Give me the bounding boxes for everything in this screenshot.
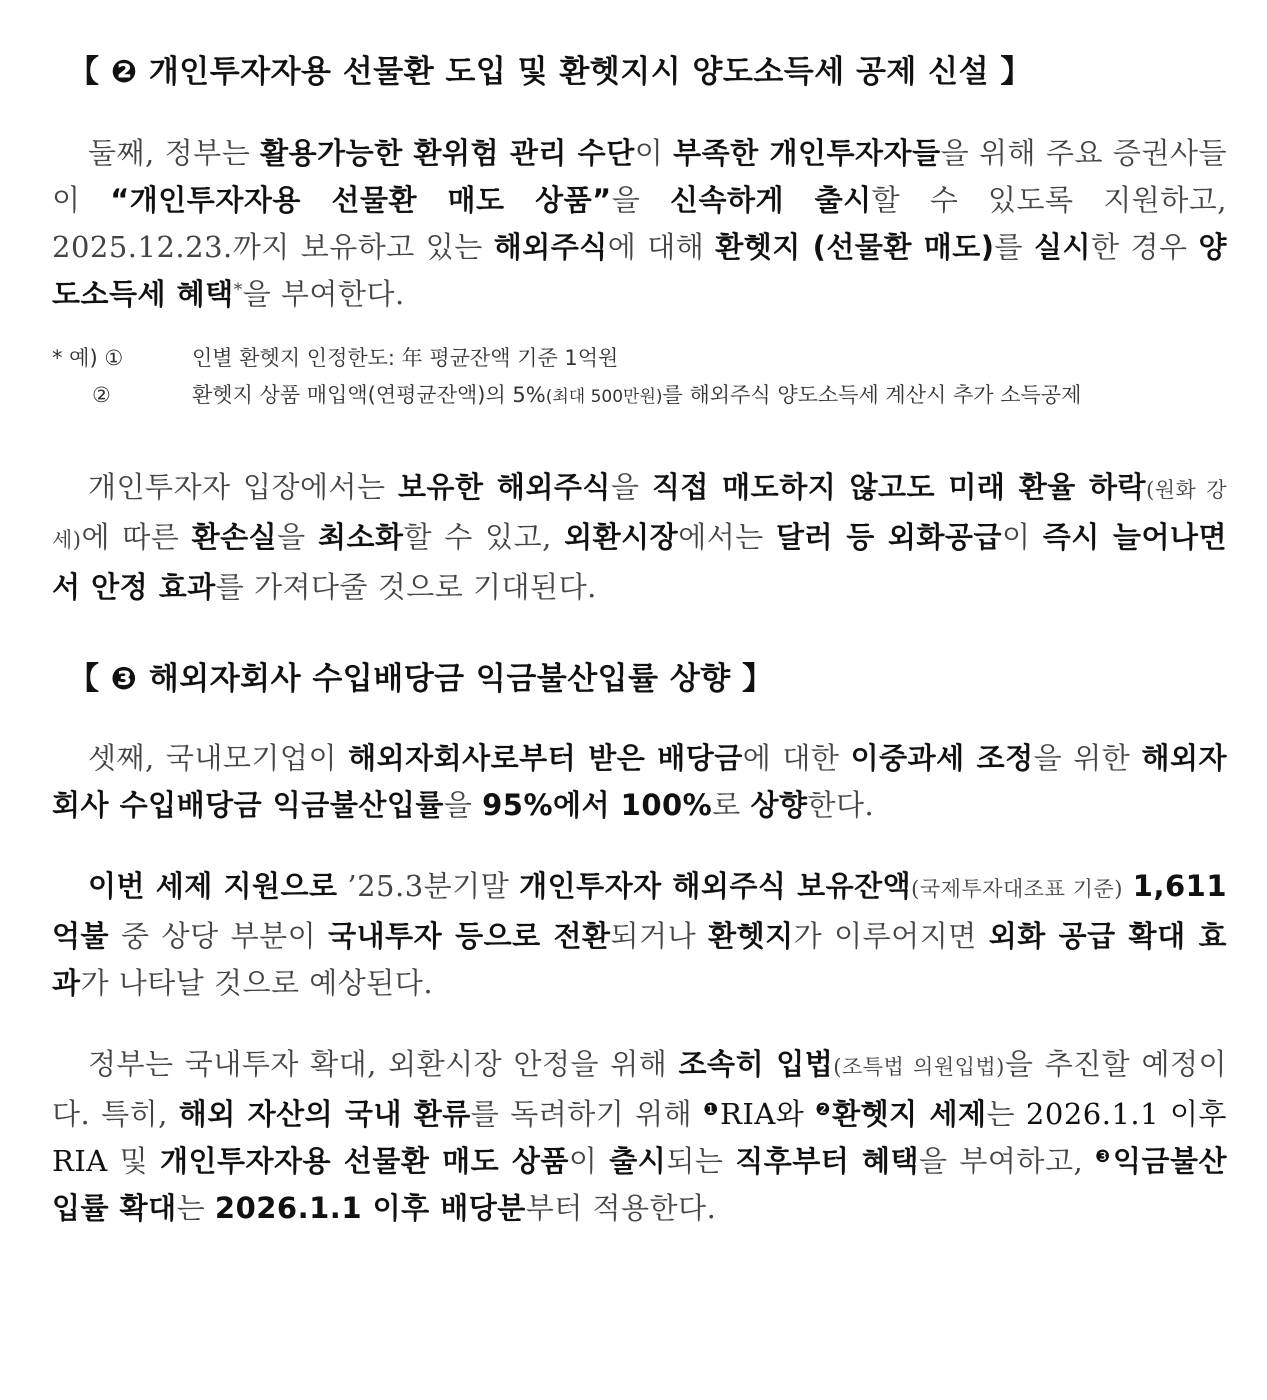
bold-text: 국내투자 등으로 전환 [328,919,611,953]
bold-text: 1,611억불 [52,869,1228,953]
text [1123,869,1133,903]
text: 할 수 있고, [403,520,565,554]
section-3-paragraph-2 [52,863,1227,1007]
text: 되는 [666,1144,736,1178]
circled-number-2: ❷ [815,1100,833,1120]
bold-text: 달러 등 외화공급 [776,520,1002,554]
text: 를 [994,230,1034,264]
text: 둘째, 정부는 [88,136,261,170]
text: 셋째, 국내모기업이 [88,741,349,775]
footnote-text: 인별 환헷지 인정한도: 年 평균잔액 기준 1억원 [192,346,619,370]
bold-text: 신속하게 출시 [669,183,872,217]
bold-text: 95%에서 100% [482,788,713,822]
bold-text: 즉시 늘어나면서 안정 효과 [52,520,1228,604]
text: 2026.1.1 이후 RIA [52,1097,1227,1178]
bold-text: 외환시장 [564,520,679,554]
small-text: (최대 500만원) [545,387,663,407]
bold-text: 상향 [750,788,808,822]
bold-text: 환헷지 [708,919,794,953]
bold-text: 실시 [1034,230,1092,264]
footnote-text [192,377,1081,416]
bold-text: 최소화 [317,520,404,554]
text: 중 상당 부분이 [109,919,329,953]
bold-text: 개인투자자용 선물환 매도 상품 [159,1144,569,1178]
bold-text: 조속히 입법 [678,1047,834,1081]
text: 할 수 있도록 지원하고, 2025.12.23.까지 보유하고 있는 [52,183,1228,264]
footnote-marker: * 예) ① [52,346,124,370]
bold-text: 환헷지 (선물환 매도) [715,230,995,264]
bold-text: 직접 매도하지 않고도 미래 환율 하락 [651,470,1147,504]
footnote-mark: * [233,280,243,300]
footnote-1 [52,340,1227,377]
section-3-paragraph-1 [52,735,1227,829]
text: 이 [568,1144,610,1178]
bold-text: 해외자회사로부터 받은 배당금 [348,741,743,775]
bold-text: 보유한 해외주식 [398,470,611,504]
text: 에 대해 [607,230,716,264]
bold-text: 환손실 [191,520,278,554]
footnotes [52,340,1227,416]
text: 를 독려하기 위해 [470,1097,704,1131]
text: 가 이루어지면 [793,919,989,953]
footnote-marker: ② [52,383,111,407]
text: 이 [634,136,674,170]
section-2-paragraph-1 [52,130,1227,318]
bold-text: 직후부터 혜택 [735,1144,920,1178]
text: 는 [176,1191,215,1225]
text: 을 부여하고, [919,1144,1096,1178]
text: 이 [1001,520,1043,554]
bold-text: 출시 [609,1144,667,1178]
text: 한다. [807,788,875,822]
bold-text: 2026.1.1 이후 배당분 [214,1191,526,1225]
bold-text: 활용가능한 환위험 관리 수단 [260,136,635,170]
text: 를 해외주식 양도소득세 계산시 추가 소득공제 [662,383,1082,407]
text: 에 따른 [81,520,192,554]
section-3-heading: 【 ❸ 해외자회사 수입배당금 익금불산입률 상향 】 [68,661,774,697]
section-2-paragraph-2 [52,464,1227,611]
text: 는 [986,1097,1026,1131]
text: 정부는 국내투자 확대, 외환시장 안정을 위해 [88,1047,679,1081]
text: 부터 적용한다. [525,1191,717,1225]
text: 에 대한 [742,741,851,775]
text: 되거나 [610,919,709,953]
section-3-paragraph-3 [52,1041,1227,1232]
bold-text: 외화 공급 확대 효과 [52,919,1227,1000]
bold-text: 이중과세 조정 [850,741,1034,775]
text: 을 [610,470,652,504]
text: 을 추진할 예정이다. 특히, [52,1047,1227,1131]
text: 을 [443,788,483,822]
small-text: (국제투자대조표 기준) [911,877,1123,901]
bold-text: 해외 자산의 국내 환류 [178,1097,471,1131]
text: 을 위한 [1033,741,1142,775]
text: 및 [107,1144,160,1178]
bold-text: 익금불산입률 확대 [52,1144,1227,1225]
text: 가 나타날 것으로 예상된다. [80,966,434,1000]
footnote-2 [52,377,1227,416]
bold-text: 해외주식 [493,230,608,264]
text: ’25.3분기말 [337,869,520,903]
text: 을 위해 주요 증권사들이 [52,136,1227,217]
circled-number-1: ❶ [703,1100,721,1120]
text: 을 부여한다. [242,277,405,311]
text: 을 [277,520,318,554]
circled-number-3: ❸ [1095,1147,1113,1167]
text: 환헷지 상품 매입액(연평균잔액)의 5% [192,383,546,407]
bold-text: 환헷지 세제 [832,1097,987,1131]
text: 한 경우 [1091,230,1199,264]
text: RIA와 [720,1097,816,1131]
small-text: (조특법 의원입법) [833,1055,1005,1079]
small-text: (원화 강세) [52,478,1227,552]
text: 에서는 [678,520,777,554]
bold-text: “개인투자자용 선물환 매도 상품” [110,183,612,217]
bold-text: 이번 세제 지원으로 [88,869,338,903]
bold-text: 개인투자자 해외주식 보유잔액 [519,869,912,903]
bold-text: 해외자회사 수입배당금 익금불산입률 [52,741,1227,822]
section-2-heading: 【 ❷ 개인투자자용 선물환 도입 및 환헷지시 양도소득세 공제 신설 】 [68,54,1032,90]
bold-text: 부족한 개인투자자들 [673,136,941,170]
text: 를 가져다줄 것으로 기대된다. [215,570,597,604]
text: 개인투자자 입장에서는 [88,470,398,504]
text: 로 [712,788,751,822]
text: 을 [611,183,670,217]
bold-text: 양도소득세 혜택 [52,230,1227,311]
